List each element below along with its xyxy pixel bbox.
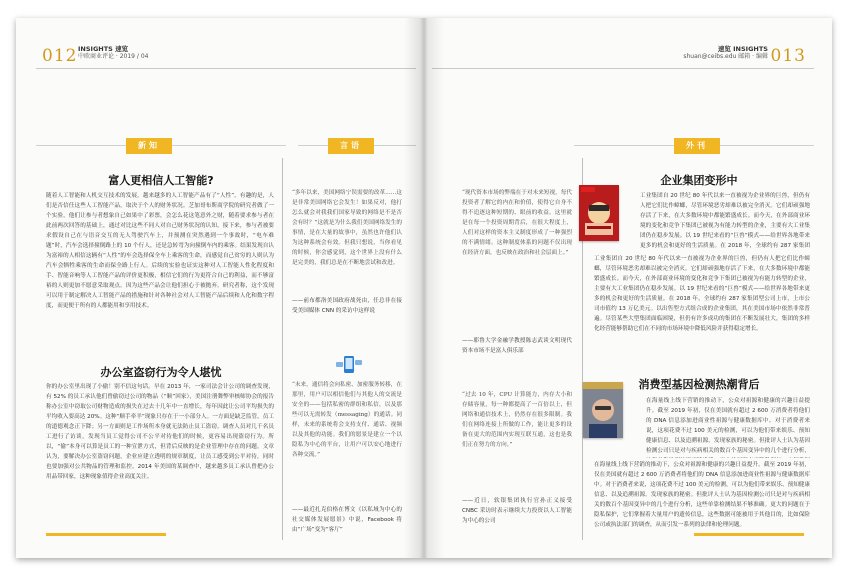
article2-body: 你的办公室里出现了小偷！别不信这句话。早在 2013 年，一家司法会计公司的调查发现，有 52% 的员工承认他们曾偷窃过公司的物品（“顺”回家），美国注册舞弊审核师协会的报告称办公室中窃取公司财物造成的损失在过去十几年中一直增长，每年因此让公司平均损失的平均收入要高达 20%。这种“顺手牵羊”现象只存在于一小部分人。一方面是缺乏监管，员工的道德观念正下降；另一方面则是工作场所本身就无法防止员工盗窃。调查人员对几千名员工进行了访谈，发现当员工觉得公司不公平对待他们的时候，更容易出现盗窃行为。所以，“偷”本身可以算是员工的一种宣泄方式，但背后反映的是企业管理中存在的问题。文章认为，要解决办公室盗窃问题，企业应建立透明的规章制度，让员工感受到公平对待，同时也要加强对公共物品的管理和监控。2014 年美国的某调查中，越来越多员工承认曾把办公用品带回家，这种现象值得企业高度关注。 <box>46 384 274 480</box>
article4-headline: 消费型基因检测热潮背后 <box>638 378 760 391</box>
quote3-body: “现代资本市场的弊端在于对未来短视，每代投资者了解它的内在和价值，使得它自身不得不追逐这种短期的、眼前的收益。这里就是在每一个投资周期背后，在很大程度上，人们对这样的资本主义制度形成了一种强烈的不满情绪。这种制度体系的问题不仅出现在经济方面，也反映在政治和社会层面上。” <box>462 190 572 256</box>
quote1-body: “多年以来，美国网络宁误需要的改革……这是非常美国网络它会发生！如果反对，他打怎么就会对我我们国家导致的网络是不是否会有时？”这就是为什么我们美国网络发生的事情，是在大量的故事中，虽然也许他们认为这种系统会有效。但我只想说，当你看见的时候，你会感觉到，这个世界上没有什么是完美的，我们总是在不断地尝试和改进。 <box>292 190 402 266</box>
article3-body: 工业集团自 20 世纪 80 年代以来一直被视为企业界的巨兽，但仍有人把它们比作蟑螂，尽管环境恶劣却难以被完全消灭。它们却顽强地存活了下来，在大多数环境中都能繁盛成长。而今天，在外部商业环境的变化和竞争下集团已被视为有能力转型的企业，主要有大工业集团仍在稳步发展。以 19 世纪来看的“巨兽”模式——给世界各地带来更多的机会和更好的生活质量。在 2018 年，全球约有 287 家集团型公司上市，上市公司市值约 13 万亿美元。以出售型方式组合成的企业集团，其在美国市场中依然非常普遍。尽管某些大型集团面临困境，但仍有许多成功的集团在不断发展壮大，集团的多样化经营能够帮助它们在不同的市场环境中降低风险并获得稳定增长。 <box>594 256 810 332</box>
tag-waikan: 外刊 <box>674 138 720 154</box>
tag-yanyu: 言语 <box>328 138 374 154</box>
magazine-cover-portrait-image <box>583 382 623 438</box>
left-header-title: INSIGHTS 速览 <box>78 45 129 53</box>
right-header-title: 速览 INSIGHTS <box>717 45 768 53</box>
article1-body: 随着人工智能和人机交互技术的发展，越来越多的人工智能产品有了“人性”。有趣的是，人们是否信任这些人工智能产品，取决于个人的财务状况。芝加哥布斯商学院的研究者做了一个实验，他们让参与者想象自己如果中了彩票，会怎么花这笔意外之财，随着要求参与者在此前两次回答的基础上，通过对比这些不同人对自己财务状况的认知，接下来，参与者被要求假设自己在与语音交互的无人驾驶汽车上，并预测在突然遇到一个事故时，“电车难题”时，汽车会选择撞倒路上的 10 个行人，还是急转弯为向撞倒车内的乘客。结果发现自认为富裕的人相信这辆有“人性”的车会选择保全车上乘客的生命，而感觉自己贫穷的人则认为汽车会牺牲乘客的生命而保全路上行人。后续的实验也证实这种对人工智能人性化程度和手、智能音响等人工智能产品的评价更积极，相信它们的行为更符合自己的利益，而不够富裕的人则更加不愿意采取观点。因为这些产品会让他们担心于被抛弃。研究者称，这个发现可以用于制定解决人工智能产品的措施和针对各种社会对人工智能产品后续和人化和数字程度，而更便于所有的人都能用和享用技术。 <box>46 193 274 309</box>
page-number-right: 013 <box>770 46 806 66</box>
quote4-body: “过去 10 年，CPU 计算能力，内存大小和存储容量，每一种都提高了一百倍以上，但网络和通信技术上，仍然存在很多限制。我们在网络连接上所做的工作，能让更多的设备在更大的范围内实现互联互通，这也是我们正在努力的方向。” <box>462 392 572 448</box>
magazine-spread <box>16 18 832 558</box>
quote4-credit: ——近日，软银集团执行官孙正义接受 CNBC 采访时表示继续大力投资以人工智能为中心的公司 <box>462 498 572 524</box>
right-top-rule <box>432 68 814 69</box>
left-bottom-accent <box>46 533 166 536</box>
quote2-credit: ——最近扎克伯格在博文《以私域为中心的社交媒体发展愿景》中说，Facebook 将由“广场”变为“客厅” <box>292 507 402 533</box>
article4-body-top: 在海量线上线下营销的推动下，公众对祖源和健康的兴趣日益提升。截至 2019 年初，仅在美国就有超过 2 600 万消费者将他们的 DNA 信息添加进商业性祖源与健康数据库中。对于消费者来说，这项花费不过 100 美元的检测，可以为他们带来娱乐、预知健康信息、以及追溯祖源。发现家族的秘密。但批评人士认为基因检测公司只是对与疾病相关的数百个基因变异中的几个进行分析， <box>646 398 810 454</box>
quote1-credit: ——前布都洛美国政府战死由，任总非在接受美国媒体 CNN 的采访中这样说 <box>292 298 402 314</box>
right-header-sub: shuan@ceibs.edu 邮箱 · 编辑 <box>683 53 768 60</box>
article2-headline: 办公室盗窃行为令人堪忧 <box>100 366 222 379</box>
quote2-body: “未来，通信将会向私密、加密服务转移，在那里，用户可以相信他们与其他人的交流是安全的——包括私密的群组和私信，以及那些可以无需转发（messaging）的通话。同样，未来的系统将会支持支付、通话、视频以及其他的功能。我们的愿景是建立一个以隐私为中心的平台，让用户可以安心地进行各种交流。” <box>292 382 402 458</box>
phone-chat-icon <box>336 356 362 374</box>
left-header <box>78 45 148 61</box>
article3-headline: 企业集团变形中 <box>660 174 738 187</box>
article3-body-top: 工业集团自 20 世纪 80 年代以来一直被视为企业界的巨兽，但仍有人把它们比作蟑螂，尽管环境恶劣却难以被完全消灭。它们却顽强地存活了下来，在大多数环境中都能繁盛成长。而今天，在外部商业环境的变化和竞争下集团已被视为有能力转型的企业，主要有大工业集团仍在稳步发展。以 19 世纪来看的“巨兽”模式——给世界各地带来更多的机会和更好的生活质量。在 2018 年，全球约有 287 家集团 <box>640 193 810 249</box>
right-bottom-accent <box>694 533 804 536</box>
article1-headline: 富人更相信人工智能? <box>108 174 214 187</box>
left-column-separator <box>282 158 283 540</box>
quote3-credit: ——耶鲁大学金融学教授陈志武谈文明现代资本市场不是富人俱乐部 <box>462 338 572 354</box>
left-header-sub: 中欧商业评论 · 2019 / 04 <box>78 53 149 60</box>
page-number-left: 012 <box>42 46 78 66</box>
right-header <box>683 45 768 61</box>
right-page <box>424 18 832 558</box>
tag-xinzhi: 新知 <box>126 138 172 154</box>
spine-shadow <box>404 18 444 558</box>
left-page <box>16 18 424 558</box>
article4-body: 在海量线上线下营销的推动下，公众对祖源和健康的兴趣日益提升。截至 2019 年初，仅在美国就有超过 2 600 万消费者将他们的 DNA 信息添加进商业性祖源与健康数据库中。对于消费者来说，这项花费不过 100 美元的检测，可以为他们带来娱乐、预知健康信息、以及追溯祖源。发现家族的秘密。但批评人士认为基因检测公司只是对与疾病相关的数百个基因变异中的几个进行分析，这些单靠检测结果不够准确。更大的问题在于隐私保护，它们掌握着大量用户的遗传信息，这些数据可能被用于其他目的，比如保险公司或执法部门的调查，从而引发一系列的法律和伦理问题。 <box>594 462 810 528</box>
left-top-rule <box>36 68 416 69</box>
economist-cover-image <box>579 185 619 241</box>
